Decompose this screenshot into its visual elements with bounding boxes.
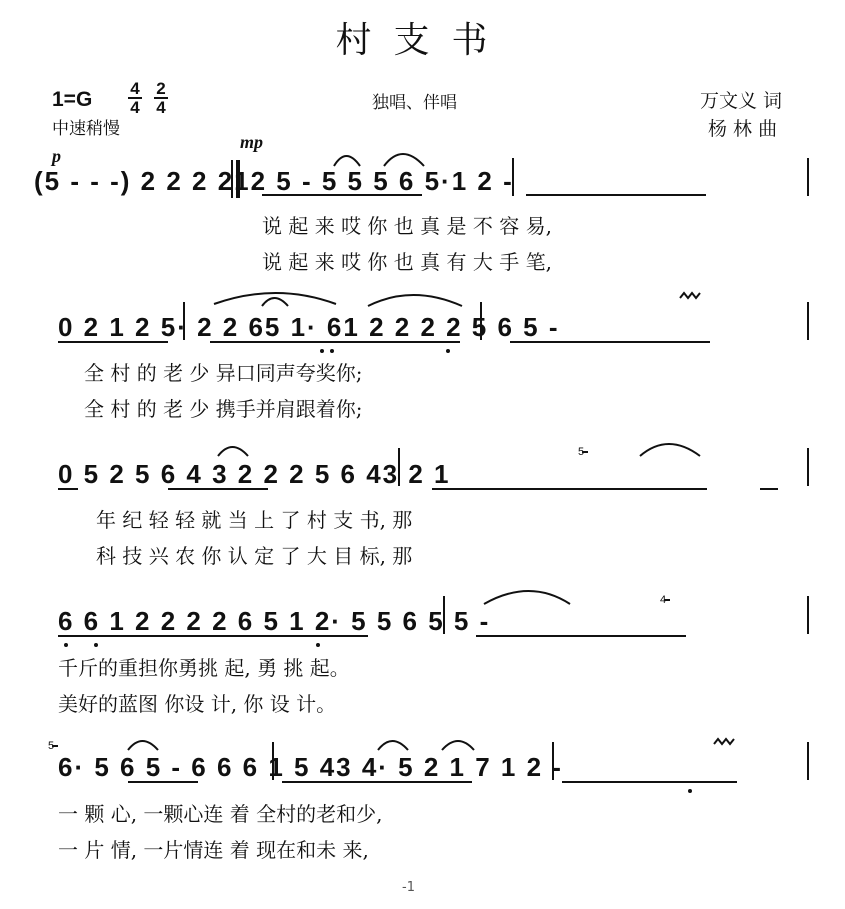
barline: [272, 742, 274, 780]
slur: [214, 293, 336, 304]
time-signature-2-4: 2 4: [153, 80, 169, 116]
barline: [183, 302, 185, 340]
barline: [512, 158, 514, 196]
beam-underline: [476, 635, 686, 637]
notation-row-2: 0 2 1 2 5· 2 2 65 1· 61 2 2 2 2 5 6 5 -: [58, 312, 560, 342]
notation-row-5: 6· 5 6 5 - 6 6 6 1 5 43 4· 5 2 1 7 1 2 -: [58, 752, 563, 782]
slur: [442, 741, 474, 750]
lyrics-row-5-verse-1: 一 颗 心, 一颗心连 着 全村的老和少,: [58, 802, 383, 826]
lyricist-credit: 万文义 词: [700, 90, 783, 112]
beam-underline: [58, 635, 368, 637]
beam-underline: [760, 488, 778, 490]
notation-row-1: (5 - - -) 2 2 2 212 5 - 5 5 5 6 5·1 2 -: [34, 166, 514, 196]
barline: [807, 448, 809, 486]
repeat-barline: [231, 160, 233, 198]
beam-underline: [282, 781, 472, 783]
beam-underline: [510, 341, 710, 343]
beam-underline: [526, 194, 706, 196]
lyrics-row-4-verse-1: 千斤的重担你勇挑 起, 勇 挑 起。: [58, 656, 350, 680]
repeat-barline-thick: [236, 160, 240, 198]
beam-underline: [168, 488, 268, 490]
low-octave-dot: [94, 643, 98, 647]
slur: [128, 741, 158, 750]
lyrics-row-3-verse-1: 年 纪 轻 轻 就 当 上 了 村 支 书, 那: [96, 508, 413, 532]
beam-underline: [562, 781, 737, 783]
lyrics-row-1-verse-1: 说 起 来 哎 你 也 真 是 不 容 易,: [262, 214, 552, 238]
beam-underline: [58, 341, 168, 343]
beam-underline: [210, 341, 460, 343]
composer-credit: 杨 林 曲: [708, 118, 778, 140]
lyrics-row-4-verse-2: 美好的蓝图 你设 计, 你 设 计。: [58, 692, 337, 716]
beam-underline: [262, 194, 422, 196]
slur: [334, 156, 360, 166]
grace-note-mark: 4: [660, 594, 667, 606]
barline: [480, 302, 482, 340]
barline: [807, 596, 809, 634]
low-octave-dot: [64, 643, 68, 647]
lyrics-row-2-verse-1: 全 村 的 老 少 异口同声夸奖你;: [84, 361, 363, 385]
barline: [807, 302, 809, 340]
key-signature: 1=G: [52, 88, 93, 111]
beam-underline: [432, 488, 707, 490]
mordent-mark: [714, 739, 734, 744]
low-octave-dot: [688, 789, 692, 793]
lyrics-row-3-verse-2: 科 技 兴 农 你 认 定 了 大 目 标, 那: [96, 544, 413, 568]
slur: [384, 154, 424, 166]
low-octave-dot: [330, 349, 334, 353]
beam-underline: [128, 781, 198, 783]
low-octave-dot: [446, 349, 450, 353]
slur: [640, 444, 700, 456]
performance-note: 独唱、伴唱: [372, 93, 457, 113]
grace-note-mark: 5: [578, 446, 585, 458]
dynamic-p: p: [52, 146, 61, 166]
page-number: -1: [402, 880, 415, 895]
barline: [807, 158, 809, 196]
time-signature-4-4: 4 4: [127, 80, 143, 116]
mordent-mark: [680, 293, 700, 298]
low-octave-dot: [320, 349, 324, 353]
lyrics-row-1-verse-2: 说 起 来 哎 你 也 真 有 大 手 笔,: [262, 250, 552, 274]
tempo-marking: 中速稍慢: [52, 119, 120, 139]
notation-row-3: 0 5 2 5 6 4 3 2 2 2 5 6 43 2 1: [58, 459, 451, 489]
slur: [378, 741, 408, 750]
low-octave-dot: [316, 643, 320, 647]
barline: [443, 596, 445, 634]
barline: [807, 742, 809, 780]
grace-note-mark: 5: [48, 740, 55, 752]
beam-underline: [58, 488, 78, 490]
slur: [262, 298, 288, 306]
barline: [398, 448, 400, 486]
slur: [218, 447, 248, 456]
barline: [552, 742, 554, 780]
slur: [368, 295, 462, 306]
lyrics-row-2-verse-2: 全 村 的 老 少 携手并肩跟着你;: [84, 397, 363, 421]
lyrics-row-5-verse-2: 一 片 情, 一片情连 着 现在和未 来,: [58, 838, 369, 862]
dynamic-mp: mp: [240, 132, 264, 152]
notation-row-4: 6 6 1 2 2 2 2 6 5 1 2· 5 5 6 5 5 -: [58, 606, 491, 636]
song-title: 村支书: [335, 20, 510, 61]
slur: [484, 591, 570, 604]
